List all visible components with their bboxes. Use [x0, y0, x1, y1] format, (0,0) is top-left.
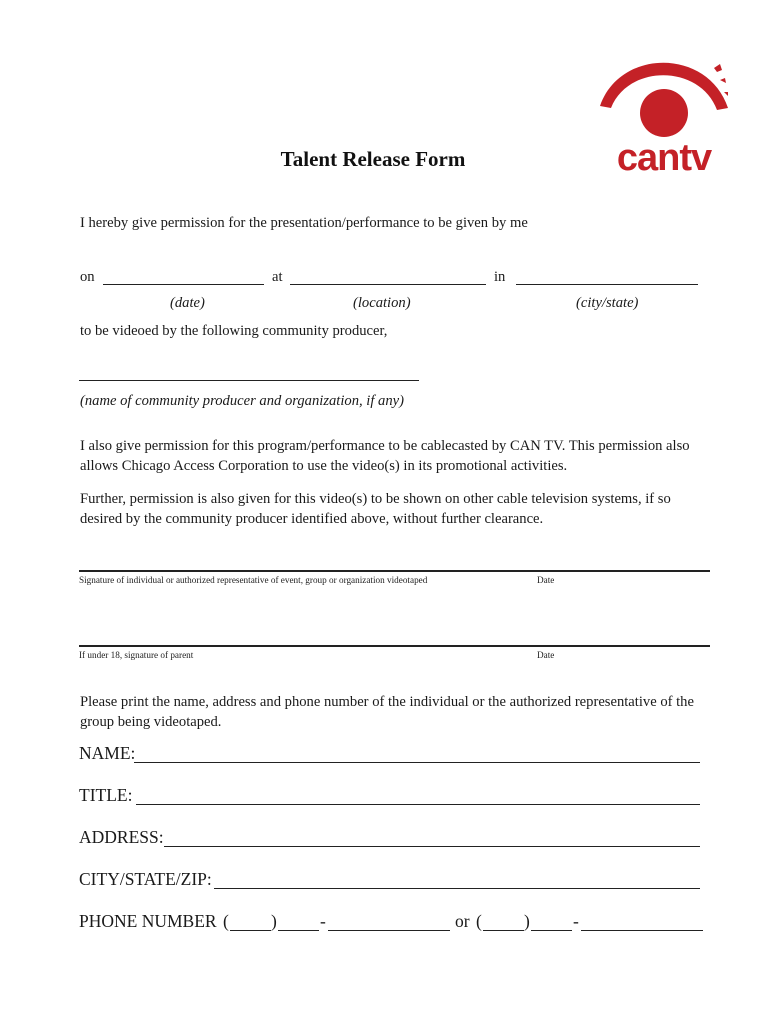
- page-title: Talent Release Form: [280, 147, 466, 171]
- city-state-zip-label: CITY/STATE/ZIP:: [79, 869, 212, 889]
- phone-prefix-field[interactable]: [278, 930, 319, 931]
- signature-label: Signature of individual or authorized representative of event, group or organization videotaped: [79, 575, 428, 585]
- print-instructions: Please print the name, address and phone number of the individual or the authorized representative of the group being videotaped.: [80, 694, 694, 730]
- producer-field[interactable]: [79, 380, 419, 381]
- alt-phone-prefix-field[interactable]: [531, 930, 572, 931]
- phone-or-label: or: [455, 911, 470, 931]
- at-label: at: [272, 269, 283, 285]
- phone-paren-close-2: ): [524, 911, 530, 931]
- on-label: on: [80, 269, 95, 285]
- parent-date-label: Date: [537, 650, 555, 660]
- title-field[interactable]: [136, 804, 700, 805]
- city-state-hint: (city/state): [576, 295, 639, 311]
- svg-text:cantv: cantv: [616, 137, 712, 174]
- date-hint: (date): [170, 295, 205, 311]
- phone-paren-open-1: (: [223, 911, 229, 931]
- in-label: in: [494, 269, 506, 285]
- phone-dash-1: -: [320, 911, 326, 931]
- phone-paren-open-2: (: [476, 911, 482, 931]
- permission-line: I hereby give permission for the presentation/performance to be given by me: [80, 215, 528, 231]
- phone-area-code-field[interactable]: [230, 930, 271, 931]
- further-paragraph: Further, permission is also given for this video(s) to be shown on other cable television systems, if so desired by the community producer identified above, without further clearance.: [80, 491, 671, 527]
- title-label: TITLE:: [79, 785, 133, 805]
- name-field[interactable]: [134, 762, 700, 763]
- signature-date-label: Date: [537, 575, 555, 585]
- alt-phone-number-field[interactable]: [581, 930, 703, 931]
- alt-phone-area-code-field[interactable]: [483, 930, 524, 931]
- parent-signature-label: If under 18, signature of parent: [79, 650, 194, 660]
- address-field[interactable]: [164, 846, 700, 847]
- address-label: ADDRESS:: [79, 827, 164, 847]
- cablecast-paragraph: I also give permission for this program/performance to be cablecasted by CAN TV. This permission also allows Chicago Access Corporation to use the video(s) in its promotional activities.: [80, 438, 690, 474]
- phone-label: PHONE NUMBER: [79, 911, 217, 931]
- name-label: NAME:: [79, 743, 136, 763]
- signature-line[interactable]: [79, 570, 710, 572]
- phone-number-field[interactable]: [328, 930, 450, 931]
- phone-paren-close-1: ): [271, 911, 277, 931]
- date-field[interactable]: [103, 284, 264, 285]
- parent-signature-line[interactable]: [79, 645, 710, 647]
- location-hint: (location): [353, 295, 411, 311]
- producer-hint: (name of community producer and organization, if any): [80, 393, 404, 409]
- city-state-field[interactable]: [516, 284, 698, 285]
- location-field[interactable]: [290, 284, 486, 285]
- city-state-zip-field[interactable]: [214, 888, 700, 889]
- phone-dash-2: -: [573, 911, 579, 931]
- videoed-line: to be videoed by the following community producer,: [80, 323, 388, 339]
